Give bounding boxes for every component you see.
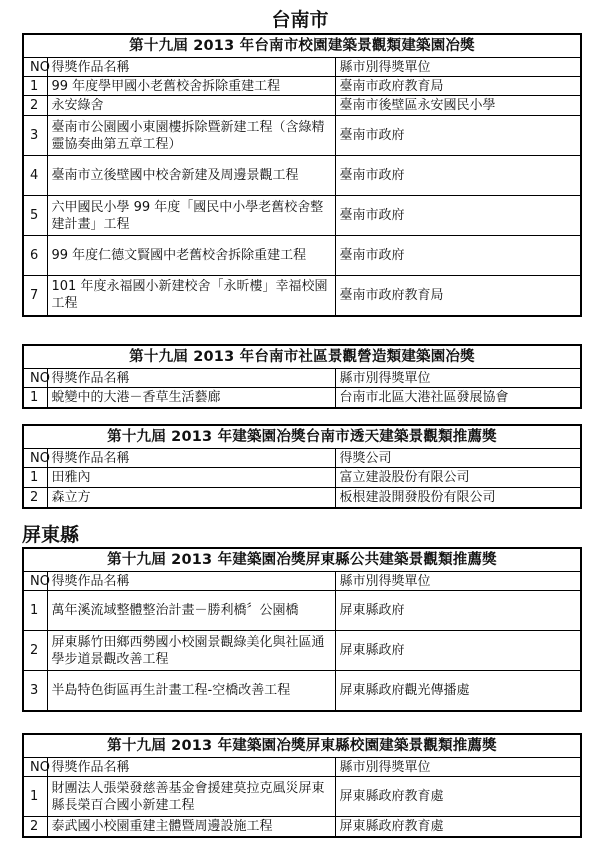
row-unit: 板根建設開發股份有限公司	[335, 488, 581, 508]
header-name: 得獎作品名稱	[47, 58, 335, 77]
table-row	[23, 777, 581, 817]
row-unit: 屏東縣政府教育處	[335, 817, 581, 837]
row-no: 3	[23, 671, 47, 711]
row-unit: 台南市北區大港社區發展協會	[335, 388, 581, 408]
row-name: 99 年度學甲國小老舊校舍拆除重建工程	[47, 77, 335, 96]
header-no: NO	[23, 449, 47, 468]
table-header-row	[23, 369, 581, 388]
table-title: 第十九屆 2013 年建築園冶獎台南市透天建築景觀類推薦獎	[23, 425, 581, 449]
header-unit: 縣市別得獎單位	[335, 758, 581, 777]
row-name: 萬年溪流域整體整治計畫－勝利橋〞公園橋	[47, 591, 335, 631]
table-header-row	[23, 449, 581, 468]
award-table-pingtung-public	[22, 547, 582, 712]
header-no: NO	[23, 758, 47, 777]
award-table-tainan-community	[22, 344, 582, 409]
header-unit: 縣市別得獎單位	[335, 369, 581, 388]
table-title: 第十九屆 2013 年建築園冶獎屏東縣校園建築景觀類推薦獎	[23, 734, 581, 758]
award-table-tainan-campus	[22, 33, 582, 317]
row-no: 1	[23, 388, 47, 408]
table-row	[23, 156, 581, 196]
row-no: 3	[23, 116, 47, 156]
row-unit: 富立建設股份有限公司	[335, 468, 581, 488]
row-name: 蛻變中的大港－香草生活藝廊	[47, 388, 335, 408]
row-no: 2	[23, 817, 47, 837]
row-unit: 臺南市政府	[335, 236, 581, 276]
row-name: 六甲國民小學 99 年度「國民中小學老舊校舍整建計畫」工程	[47, 196, 335, 236]
row-no: 1	[23, 77, 47, 96]
row-name: 永安綠舍	[47, 96, 335, 116]
table-header-row	[23, 572, 581, 591]
header-unit: 得獎公司	[335, 449, 581, 468]
header-name: 得獎作品名稱	[47, 572, 335, 591]
row-no: 4	[23, 156, 47, 196]
table-row	[23, 96, 581, 116]
table-row	[23, 276, 581, 316]
table-header-row	[23, 58, 581, 77]
row-no: 6	[23, 236, 47, 276]
row-unit: 臺南市政府	[335, 156, 581, 196]
table-row	[23, 196, 581, 236]
table-row	[23, 631, 581, 671]
row-unit: 臺南市政府	[335, 196, 581, 236]
row-unit: 臺南市政府	[335, 116, 581, 156]
header-name: 得獎作品名稱	[47, 449, 335, 468]
table-row	[23, 671, 581, 711]
row-unit: 屏東縣政府	[335, 631, 581, 671]
table-header-row	[23, 758, 581, 777]
row-no: 2	[23, 488, 47, 508]
row-unit: 臺南市政府教育局	[335, 77, 581, 96]
table-row	[23, 236, 581, 276]
row-unit: 屏東縣政府教育處	[335, 777, 581, 817]
row-name: 半島特色街區再生計畫工程-空橋改善工程	[47, 671, 335, 711]
header-no: NO	[23, 369, 47, 388]
row-name: 臺南市公園國小東園樓拆除暨新建工程（含綠精靈協奏曲第五章工程）	[47, 116, 335, 156]
row-no: 1	[23, 591, 47, 631]
award-table-tainan-townhouse	[22, 424, 582, 509]
row-name: 101 年度永福國小新建校舍「永昕樓」幸福校園工程	[47, 276, 335, 316]
header-unit: 縣市別得獎單位	[335, 58, 581, 77]
table-title: 第十九屆 2013 年建築園冶獎屏東縣公共建築景觀類推薦獎	[23, 548, 581, 572]
table-row	[23, 468, 581, 488]
header-name: 得獎作品名稱	[47, 758, 335, 777]
header-no: NO	[23, 58, 47, 77]
row-no: 1	[23, 468, 47, 488]
row-no: 5	[23, 196, 47, 236]
table-title: 第十九屆 2013 年台南市校園建築景觀類建築園冶獎	[23, 34, 581, 58]
city-heading-pingtung: 屏東縣	[22, 524, 80, 546]
row-no: 2	[23, 631, 47, 671]
row-no: 7	[23, 276, 47, 316]
header-name: 得獎作品名稱	[47, 369, 335, 388]
row-name: 99 年度仁德文賢國中老舊校舍拆除重建工程	[47, 236, 335, 276]
row-unit: 臺南市後壁區永安國民小學	[335, 96, 581, 116]
row-name: 臺南市立後壁國中校舍新建及周邊景觀工程	[47, 156, 335, 196]
table-title: 第十九屆 2013 年台南市社區景觀營造類建築園冶獎	[23, 345, 581, 369]
header-unit: 縣市別得獎單位	[335, 572, 581, 591]
row-no: 1	[23, 777, 47, 817]
row-name: 田雅內	[47, 468, 335, 488]
row-name: 屏東縣竹田鄉西勢國小校園景觀綠美化與社區通學步道景觀改善工程	[47, 631, 335, 671]
table-row	[23, 488, 581, 508]
table-row	[23, 817, 581, 837]
city-heading-tainan: 台南市	[271, 9, 329, 31]
row-no: 2	[23, 96, 47, 116]
table-row	[23, 388, 581, 408]
table-row	[23, 116, 581, 156]
row-unit: 臺南市政府教育局	[335, 276, 581, 316]
table-row	[23, 591, 581, 631]
table-row	[23, 77, 581, 96]
row-name: 泰武國小校園重建主體暨周邊設施工程	[47, 817, 335, 837]
row-unit: 屏東縣政府觀光傳播處	[335, 671, 581, 711]
row-name: 財團法人張榮發慈善基金會援建莫拉克風災屏東縣長榮百合國小新建工程	[47, 777, 335, 817]
header-no: NO	[23, 572, 47, 591]
row-unit: 屏東縣政府	[335, 591, 581, 631]
row-name: 森立方	[47, 488, 335, 508]
award-table-pingtung-campus	[22, 733, 582, 838]
